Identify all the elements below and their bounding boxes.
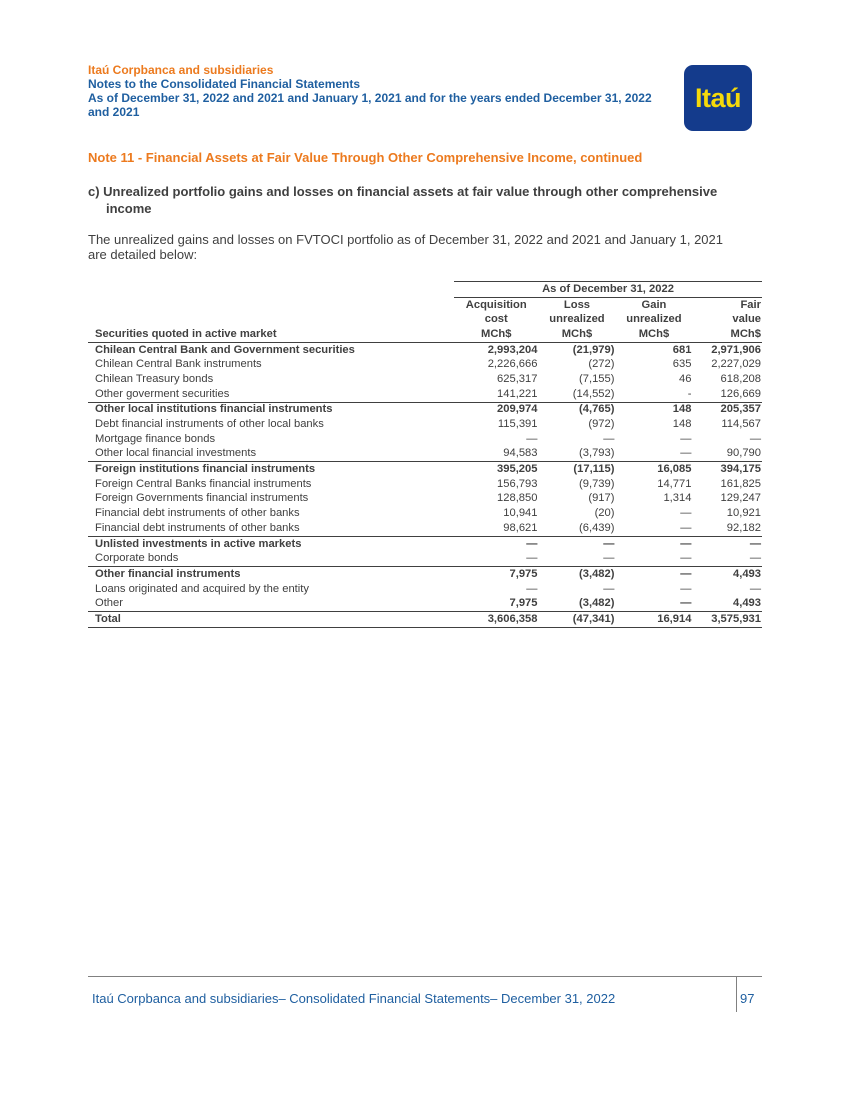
footer-text: Itaú Corpbanca and subsidiaries– Consolidated Financial Statements– December 31, 2022 bbox=[92, 991, 616, 1006]
column-header-row-2 bbox=[88, 312, 762, 327]
row-value: 115,391 bbox=[497, 418, 538, 431]
total-row bbox=[88, 612, 762, 628]
row-value: 14,771 bbox=[657, 477, 692, 490]
row-value: 4,493 bbox=[733, 597, 761, 610]
row-value: (17,115) bbox=[538, 462, 615, 477]
row-value: — bbox=[454, 536, 538, 551]
total-label: Total bbox=[88, 612, 454, 628]
table-row bbox=[88, 492, 762, 507]
row-value: 90,790 bbox=[726, 447, 761, 460]
table-row bbox=[88, 477, 762, 492]
row-value: (9,739) bbox=[579, 477, 615, 490]
itau-logo bbox=[684, 65, 752, 131]
row-label: Foreign institutions financial instruments bbox=[88, 462, 454, 477]
period-label: As of December 31, 2022 bbox=[454, 282, 762, 298]
section-heading-line-2: income bbox=[106, 201, 152, 216]
footer-divider bbox=[88, 976, 762, 977]
row-value: — bbox=[680, 432, 692, 445]
page-header bbox=[88, 63, 688, 119]
row-value: 94,583 bbox=[503, 447, 538, 460]
row-value: 114,567 bbox=[721, 418, 761, 431]
company-name: Itaú Corpbanca and subsidiaries bbox=[88, 63, 274, 77]
table-row bbox=[88, 447, 762, 462]
row-label: Chilean Central Bank and Government securities bbox=[88, 342, 454, 357]
row-value: — bbox=[680, 507, 692, 520]
column-header-row-1 bbox=[88, 297, 762, 312]
row-value: — bbox=[526, 432, 538, 445]
row-label: Debt financial instruments of other local banks bbox=[95, 418, 324, 431]
table-row bbox=[88, 417, 762, 432]
row-value: — bbox=[615, 567, 692, 582]
row-value: 395,205 bbox=[454, 462, 538, 477]
row-value: (7,155) bbox=[579, 372, 615, 385]
table-row bbox=[88, 521, 762, 536]
col-gain-unit: MCh$ bbox=[615, 327, 692, 342]
col-fair-unit: MCh$ bbox=[692, 327, 762, 342]
row-value: 126,669 bbox=[720, 387, 761, 400]
row-label: Corporate bonds bbox=[95, 552, 179, 565]
row-label: Other goverment securities bbox=[95, 387, 230, 400]
row-value: — bbox=[603, 582, 615, 595]
row-value: 205,357 bbox=[692, 402, 762, 417]
table-row bbox=[88, 402, 762, 417]
row-value: 635 bbox=[672, 358, 692, 371]
section-heading bbox=[88, 183, 768, 217]
row-value: — bbox=[680, 582, 692, 595]
header-line-1: Notes to the Consolidated Financial Statements bbox=[88, 77, 361, 91]
table-row bbox=[88, 462, 762, 477]
footer-page-separator bbox=[736, 976, 737, 1012]
row-value: 46 bbox=[679, 372, 692, 385]
column-header-row-3 bbox=[88, 327, 762, 342]
row-value: (3,482) bbox=[579, 597, 615, 610]
row-value: 156,793 bbox=[497, 477, 538, 490]
page-number: 97 bbox=[740, 991, 755, 1006]
row-value: 148 bbox=[615, 402, 692, 417]
row-value: — bbox=[538, 536, 615, 551]
row-value: — bbox=[749, 432, 761, 445]
row-value: 161,825 bbox=[720, 477, 761, 490]
row-label: Unlisted investments in active markets bbox=[88, 536, 454, 551]
total-value: 3,606,358 bbox=[454, 612, 538, 628]
row-value: 2,227,029 bbox=[711, 358, 761, 371]
row-value: (20) bbox=[594, 507, 615, 520]
row-value: 128,850 bbox=[497, 492, 538, 505]
intro-paragraph bbox=[88, 232, 768, 262]
col-fair-l2: value bbox=[732, 313, 761, 326]
total-value: (47,341) bbox=[538, 612, 615, 628]
row-label: Other financial instruments bbox=[88, 567, 454, 582]
total-value: 16,914 bbox=[615, 612, 692, 628]
row-value: 2,226,666 bbox=[487, 358, 538, 371]
col-gain-l2: unrealized bbox=[626, 313, 682, 326]
row-value: 394,175 bbox=[692, 462, 762, 477]
logo-text: Itaú bbox=[694, 82, 741, 113]
row-label: Other bbox=[95, 597, 123, 610]
col-acquisition-l1: Acquisition bbox=[465, 298, 527, 311]
section-heading-line-1: c) Unrealized portfolio gains and losses on financial assets at fair value through other comprehensive bbox=[88, 184, 718, 199]
row-label: Financial debt instruments of other banks bbox=[95, 521, 300, 534]
first-col-header: Securities quoted in active market bbox=[88, 327, 454, 342]
row-value: — bbox=[603, 432, 615, 445]
row-value: - bbox=[687, 387, 692, 400]
row-value: 1,314 bbox=[663, 492, 692, 505]
row-label: Financial debt instruments of other banks bbox=[95, 507, 300, 520]
intro-line-1: The unrealized gains and losses on FVTOCI portfolio as of December 31, 2022 and 2021 and January 1, 2021 bbox=[88, 232, 723, 247]
row-value: — bbox=[680, 552, 692, 565]
table-row bbox=[88, 536, 762, 551]
table-row bbox=[88, 372, 762, 387]
row-value: 10,921 bbox=[726, 507, 761, 520]
row-value: — bbox=[680, 447, 692, 460]
row-value: (3,482) bbox=[538, 567, 615, 582]
row-label: Other local institutions financial instruments bbox=[88, 402, 454, 417]
row-label: Chilean Central Bank instruments bbox=[95, 358, 262, 371]
col-loss-unit: MCh$ bbox=[538, 327, 615, 342]
row-label: Other local financial investments bbox=[95, 447, 257, 460]
row-value: — bbox=[749, 552, 761, 565]
row-value: — bbox=[749, 582, 761, 595]
table-row bbox=[88, 567, 762, 582]
row-value: 681 bbox=[615, 342, 692, 357]
row-value: 209,974 bbox=[454, 402, 538, 417]
row-value: 92,182 bbox=[726, 521, 761, 534]
table-row bbox=[88, 387, 762, 402]
row-value: (6,439) bbox=[579, 521, 615, 534]
col-fair-l1: Fair bbox=[740, 298, 761, 311]
table-row bbox=[88, 506, 762, 521]
col-acquisition-unit: MCh$ bbox=[454, 327, 538, 342]
row-value: 129,247 bbox=[720, 492, 761, 505]
row-value: 7,975 bbox=[509, 597, 538, 610]
row-value: 2,993,204 bbox=[454, 342, 538, 357]
total-value: 3,575,931 bbox=[692, 612, 762, 628]
row-label: Loans originated and acquired by the entity bbox=[95, 582, 309, 595]
table-period-header bbox=[88, 282, 762, 298]
row-value: (272) bbox=[588, 358, 615, 371]
row-value: — bbox=[680, 597, 692, 610]
intro-line-2: are detailed below: bbox=[88, 247, 198, 262]
row-value: — bbox=[680, 521, 692, 534]
row-label: Mortgage finance bonds bbox=[95, 432, 216, 445]
col-acquisition-l2: cost bbox=[484, 313, 508, 326]
row-value: 625,317 bbox=[497, 372, 538, 385]
row-value: 98,621 bbox=[503, 521, 538, 534]
row-value: 10,941 bbox=[503, 507, 538, 520]
row-value: — bbox=[526, 582, 538, 595]
row-label: Chilean Treasury bonds bbox=[95, 372, 214, 385]
col-gain-l1: Gain bbox=[641, 298, 667, 311]
row-value: (21,979) bbox=[538, 342, 615, 357]
row-value: — bbox=[615, 536, 692, 551]
note-title: Note 11 - Financial Assets at Fair Value Through Other Comprehensive Income, continued bbox=[88, 150, 643, 165]
row-label: Foreign Central Banks financial instruments bbox=[95, 477, 312, 490]
row-value: — bbox=[603, 552, 615, 565]
table-row bbox=[88, 357, 762, 372]
row-value: 7,975 bbox=[454, 567, 538, 582]
fvtoci-table bbox=[88, 281, 762, 628]
table-row bbox=[88, 596, 762, 611]
row-value: 2,971,906 bbox=[692, 342, 762, 357]
col-loss-l2: unrealized bbox=[549, 313, 605, 326]
row-value: 141,221 bbox=[497, 387, 538, 400]
row-value: (4,765) bbox=[538, 402, 615, 417]
row-value: — bbox=[692, 536, 762, 551]
row-label: Foreign Governments financial instruments bbox=[95, 492, 309, 505]
row-value: 148 bbox=[672, 418, 692, 431]
row-value: (917) bbox=[588, 492, 615, 505]
row-value: (3,793) bbox=[579, 447, 615, 460]
header-line-3: and 2021 bbox=[88, 105, 140, 119]
row-value: 4,493 bbox=[692, 567, 762, 582]
table-row bbox=[88, 342, 762, 357]
row-value: 618,208 bbox=[720, 372, 761, 385]
table-row bbox=[88, 582, 762, 597]
row-value: (972) bbox=[588, 418, 615, 431]
table-row bbox=[88, 551, 762, 566]
row-value: (14,552) bbox=[572, 387, 615, 400]
row-value: 16,085 bbox=[615, 462, 692, 477]
header-line-2: As of December 31, 2022 and 2021 and January 1, 2021 and for the years ended December 31, 2022 bbox=[88, 91, 652, 105]
row-value: — bbox=[526, 552, 538, 565]
table-row bbox=[88, 432, 762, 447]
col-loss-l1: Loss bbox=[563, 298, 591, 311]
